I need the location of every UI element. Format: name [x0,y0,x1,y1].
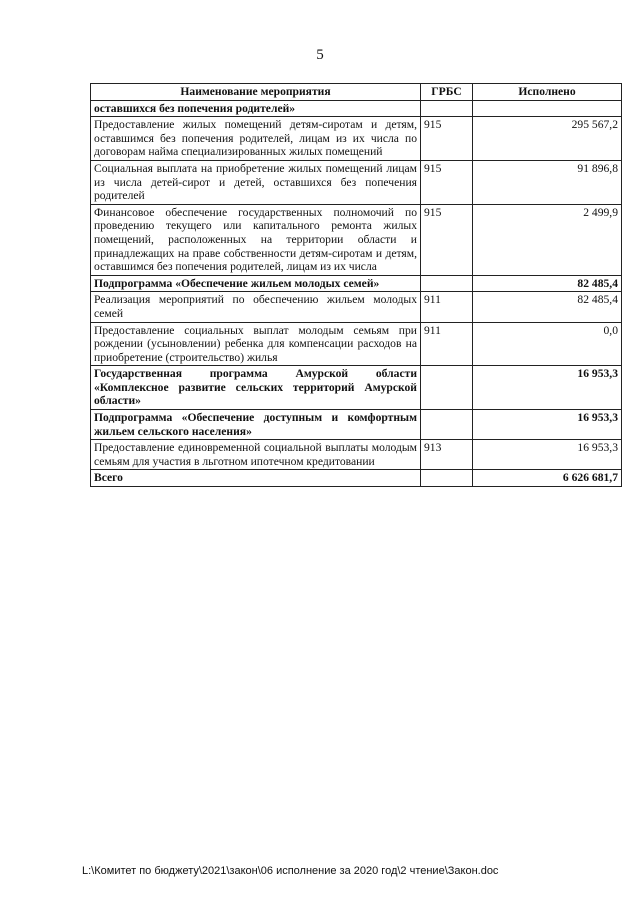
cell-name: Предоставление социальных выплат молодым семьям при рождении (усыновлении) ребенка для компенсации расходов на приобретение (строительство) жилья [91,322,421,366]
table-row [91,366,622,410]
header-name: Наименование мероприятия [91,84,421,101]
cell-grbs [421,100,473,117]
cell-done: 16 953,3 [473,366,622,410]
cell-done: 6 626 681,7 [473,470,622,487]
cell-done: 16 953,3 [473,440,622,470]
cell-done: 82 485,4 [473,275,622,292]
table-row [91,117,622,161]
cell-done [473,100,622,117]
cell-name: Подпрограмма «Обеспечение жильем молодых семей» [91,275,421,292]
cell-grbs [421,470,473,487]
cell-done: 82 485,4 [473,292,622,322]
cell-name: Социальная выплата на приобретение жилых помещений лицам из числа детей-сирот и детей, оставшихся без попечения родителей [91,160,421,204]
header-grbs: ГРБС [421,84,473,101]
cell-name: Подпрограмма «Обеспечение доступным и комфортным жильем сельского населения» [91,410,421,440]
cell-grbs [421,366,473,410]
header-done: Исполнено [473,84,622,101]
table-row [91,275,622,292]
cell-grbs: 915 [421,204,473,275]
cell-grbs [421,410,473,440]
execution-table [90,83,622,487]
cell-grbs: 915 [421,160,473,204]
cell-name: оставшихся без попечения родителей» [91,100,421,117]
table-row [91,322,622,366]
cell-grbs: 911 [421,292,473,322]
table-row [91,410,622,440]
table-row [91,470,622,487]
cell-grbs [421,275,473,292]
table-row [91,160,622,204]
cell-name: Финансовое обеспечение государственных полномочий по проведению текущего или капитального ремонта жилых помещений, расположенных на территории области и принадлежащих на праве собственности детям-сиротам и детям, оставшимся без попечения родителей, лицам из их числа [91,204,421,275]
cell-name: Предоставление жилых помещений детям-сиротам и детям, оставшимся без попечения родителей, лицам из их числа по договорам найма специализированных жилых помещений [91,117,421,161]
cell-done: 2 499,9 [473,204,622,275]
cell-grbs: 915 [421,117,473,161]
table-row [91,292,622,322]
cell-name: Государственная программа Амурской области «Комплексное развитие сельских территорий Амурской области» [91,366,421,410]
cell-done: 0,0 [473,322,622,366]
table-body [91,100,622,486]
cell-grbs: 911 [421,322,473,366]
cell-name: Реализация мероприятий по обеспечению жильем молодых семей [91,292,421,322]
cell-grbs: 913 [421,440,473,470]
cell-done: 16 953,3 [473,410,622,440]
table-row [91,440,622,470]
table-row [91,204,622,275]
cell-done: 295 567,2 [473,117,622,161]
cell-name: Всего [91,470,421,487]
table-header-row [91,84,622,101]
page-number: 5 [316,47,324,63]
cell-done: 91 896,8 [473,160,622,204]
table-row [91,100,622,117]
file-path-footer: L:\Комитет по бюджету\2021\закон\06 исполнение за 2020 год\2 чтение\Закон.doc [82,865,499,877]
cell-name: Предоставление единовременной социальной выплаты молодым семьям для участия в льготном ипотечном кредитовании [91,440,421,470]
